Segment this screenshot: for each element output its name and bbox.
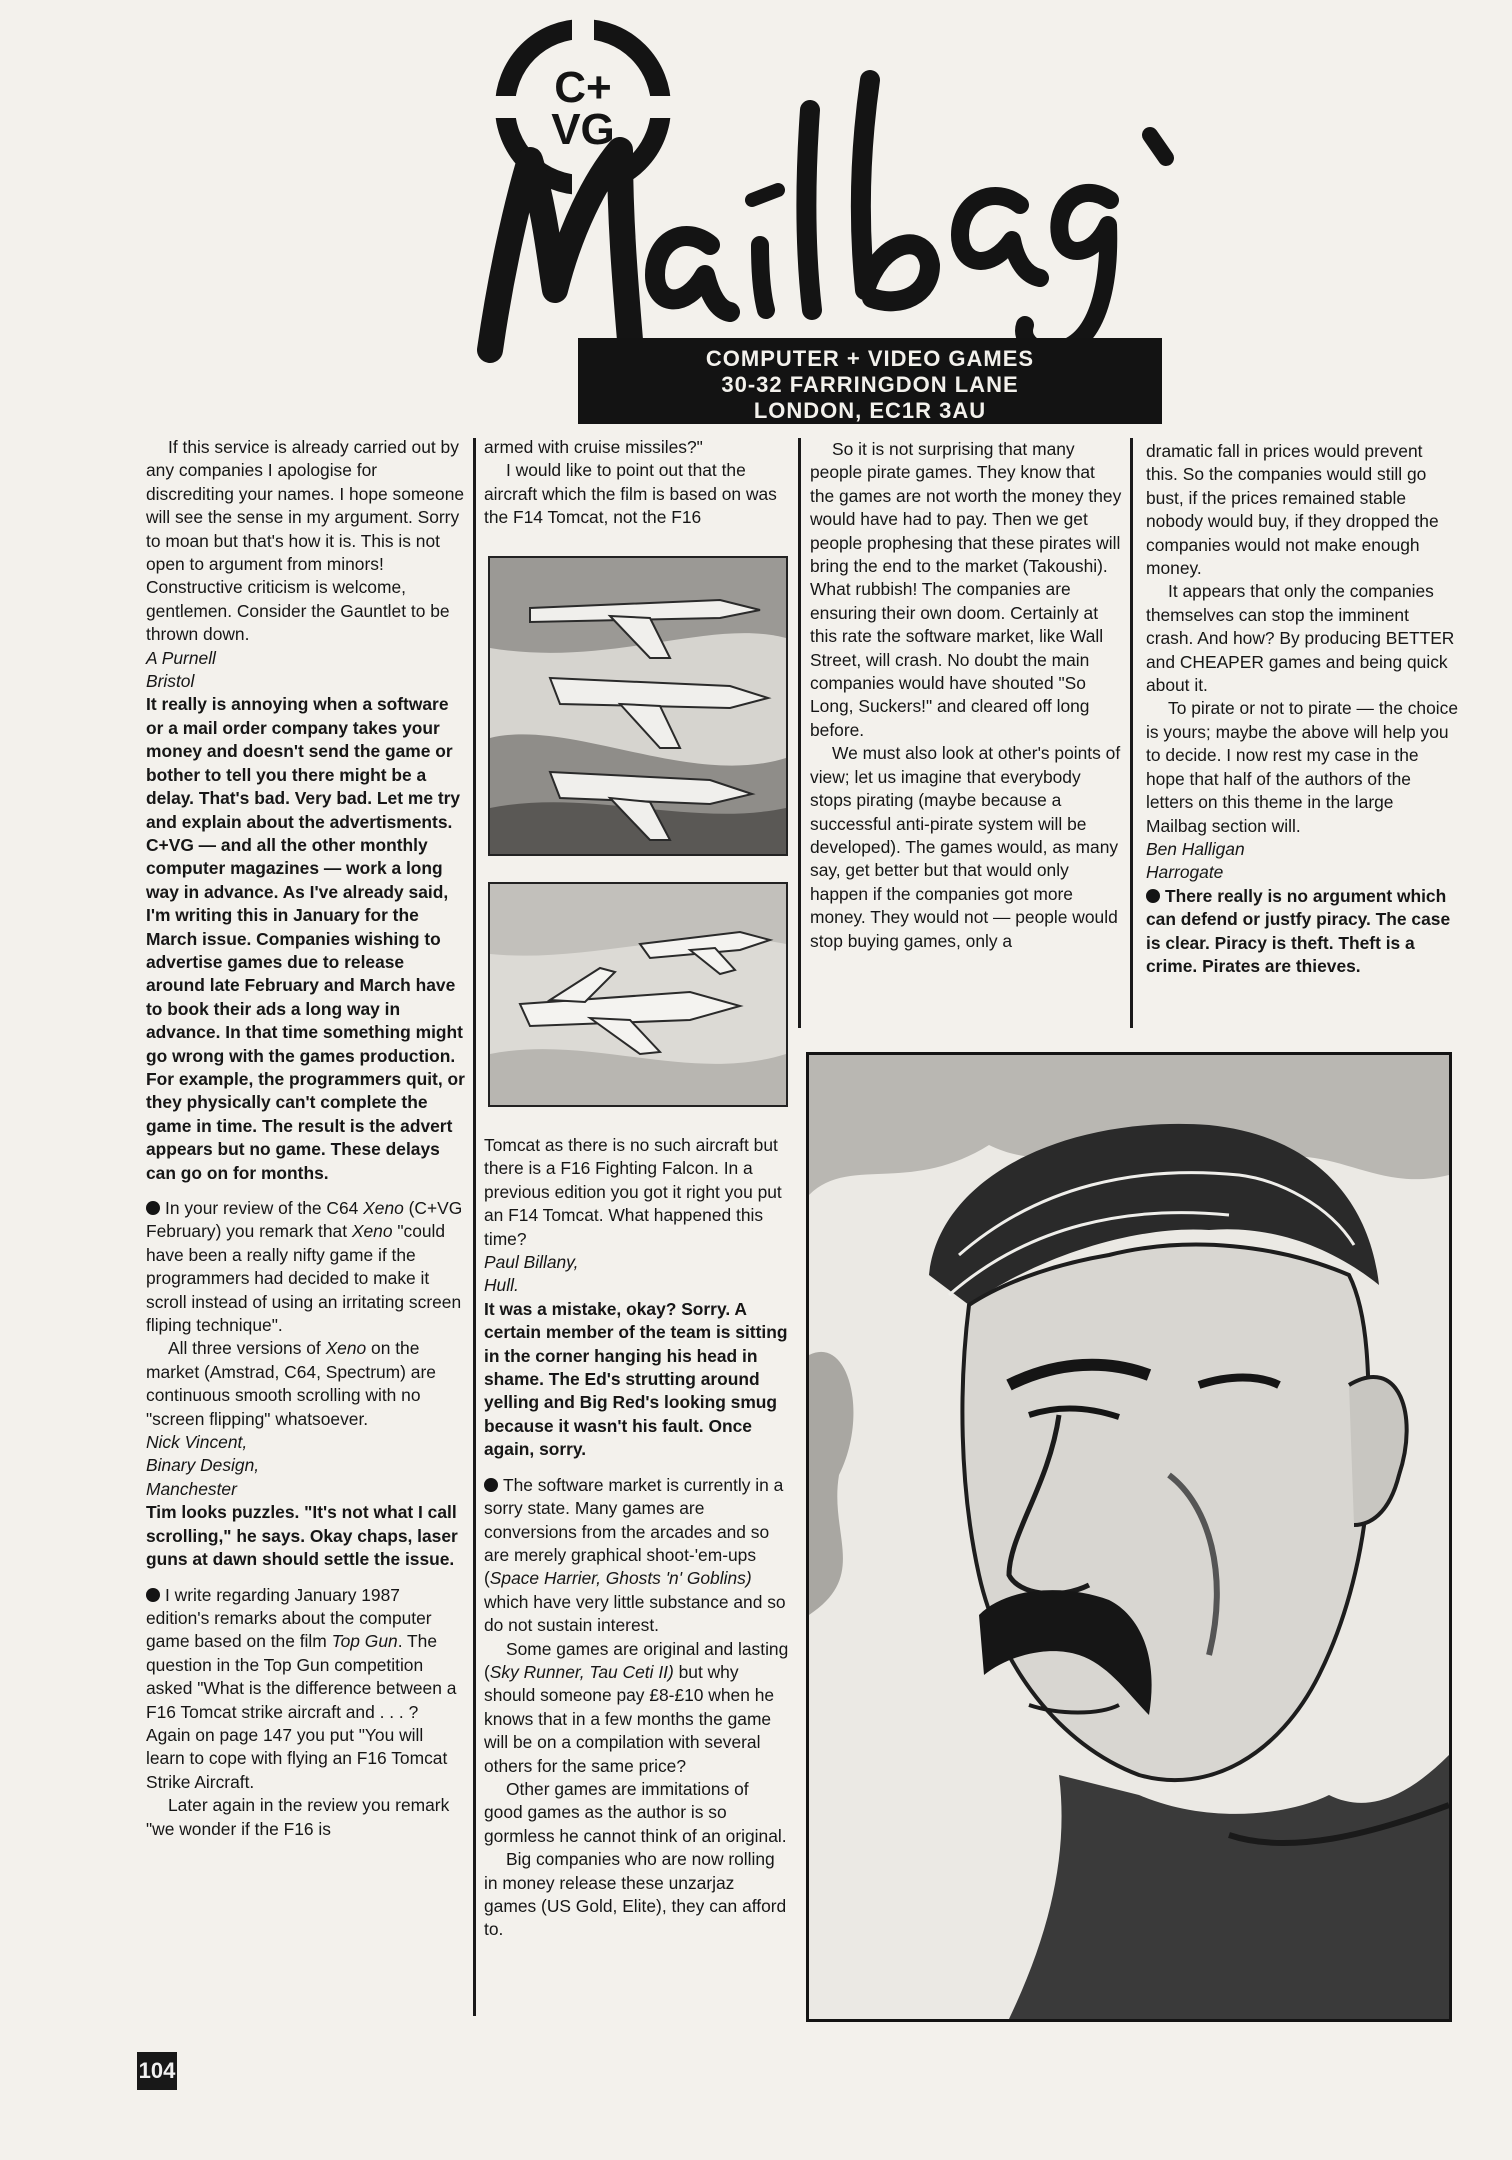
letter-paragraph: So it is not surprising that many people pirate games. They know that the games are not worth the money they would have had to pay. Then we get people prophesing that these pirates will bring the end to the market (Takoushi). What rubbish! The companies are ensuring their own doom. Certainly at this rate the software market, like Wall Street, will crash. No doubt the main companies would have shouted "So Long, Suckers!" and cleared off long before. bbox=[810, 439, 1122, 740]
address-line3: LONDON, EC1R 3AU bbox=[753, 398, 987, 423]
letter-signature: Manchester bbox=[146, 1478, 237, 1499]
editor-reply: Tim looks puzzles. "It's not what I call scrolling," he says. Okay chaps, laser guns at dawn should settle the issue. bbox=[146, 1502, 458, 1570]
f16-jets-photo bbox=[488, 556, 788, 856]
f14-jets-photo bbox=[488, 882, 788, 1107]
column-3 bbox=[810, 438, 1122, 953]
column-rule bbox=[1130, 438, 1133, 1028]
letter-paragraph: I would like to point out that the aircraft which the film is based on was the F14 Tomcat, not the F16 bbox=[484, 460, 777, 528]
logo-line1: C+ bbox=[554, 63, 612, 112]
editor-reply: There really is no argument which can defend or justfy piracy. The case is clear. Piracy is theft. Theft is a crime. Pirates are thieves. bbox=[1146, 885, 1451, 976]
editor-reply: It was a mistake, okay? Sorry. A certain member of the team is sitting in the corner hanging his head in shame. The Ed's strutting around yelling and Big Red's looking smug because it wasn't his fault. Once again, sorry. bbox=[484, 1298, 788, 1460]
column-rule bbox=[798, 438, 801, 1028]
letter-paragraph: Later again in the review you remark "we wonder if the F16 is bbox=[146, 1795, 450, 1839]
page-number: 104 bbox=[137, 2052, 177, 2090]
column-1 bbox=[146, 436, 466, 1841]
letter-paragraph: The software market is currently in a sorry state. Many games are conversions from the arcades and so are merely graphical shoot-'em-ups (Space Harrier, Ghosts 'n' Goblins) which have very little substance and so do not sustain interest. bbox=[484, 1474, 786, 1636]
editor-reply: It really is annoying when a software or a mail order company takes your money and doesn't send the game or bother to tell you there might be a delay. That's bad. Very bad. Let me try and explain about the advertisments. C+VG — and all the other monthly computer magazines — work a long way in advance. As I've already said, I'm writing this in January for the March issue. Companies wishing to advertise games due to release around late February and March have to book their ads a long way in advance. In that time something might go wrong with the games production. For example, the programmers quit, or they physically can't complete the game in time. The result is the advert appears but no game. These delays can go on for months. bbox=[146, 694, 465, 1183]
address-box bbox=[578, 338, 1162, 424]
letter-paragraph: To pirate or not to pirate — the choice is yours; maybe the above will help you to decide. I now rest my case in the hope that half of the authors of the letters on this theme in the large Mailbag section will. bbox=[1146, 698, 1459, 836]
jet-icon bbox=[490, 558, 786, 854]
letter-paragraph: If this service is already carried out by any companies I apologise for discrediting your names. I hope someone will see the sense in my argument. Sorry to moan but that's how it is. This is not open to argument from minors! Constructive criticism is welcome, gentlemen. Consider the Gauntlet to be thrown down. bbox=[146, 437, 465, 645]
letter-paragraph: Other games are immitations of good games as the author is so gormless he cannot think of an original. bbox=[484, 1778, 787, 1846]
letter-paragraph: It appears that only the companies themselves can stop the imminent crash. And how? By producing BETTER and CHEAPER games and being quick about it. bbox=[1146, 581, 1455, 696]
portrait-illustration bbox=[806, 1052, 1452, 2022]
column-2-bottom bbox=[484, 1134, 790, 1942]
jet-icon bbox=[490, 884, 786, 1105]
letter-paragraph: Tomcat as there is no such aircraft but there is a F16 Fighting Falcon. In a previous edition you got it right you put an F14 Tomcat. What happened this time? bbox=[484, 1135, 782, 1249]
bullet-icon bbox=[146, 1588, 160, 1602]
bullet-icon bbox=[146, 1201, 160, 1215]
address-line2: 30-32 FARRINGDON LANE bbox=[721, 372, 1019, 397]
column-2-top bbox=[484, 436, 790, 530]
mailbag-title bbox=[460, 40, 1180, 370]
letter-paragraph: Big companies who are now rolling in money release these unzarjaz games (US Gold, Elite), they can afford to. bbox=[484, 1849, 787, 1940]
logo-line2: VG bbox=[551, 105, 615, 154]
letter-signature: Binary Design, bbox=[146, 1455, 260, 1476]
letter-paragraph: dramatic fall in prices would prevent this. So the companies would still go bust, if the prices remained stable nobody would buy, if they dropped the companies would not make enough money. bbox=[1146, 441, 1439, 579]
address-line1: COMPUTER + VIDEO GAMES bbox=[705, 346, 1035, 371]
letter-paragraph: In your review of the C64 Xeno (C+VG February) you remark that Xeno "could have been a really nifty game if the programmers had decided to make it scroll instead of using an irritating screen fliping technique". bbox=[146, 1198, 463, 1336]
letter-paragraph: armed with cruise missiles?" bbox=[484, 437, 703, 457]
letter-paragraph: All three versions of Xeno on the market (Amstrad, C64, Spectrum) are continuous smooth scrolling with no "screen flipping" whatsoever. bbox=[146, 1338, 436, 1429]
letter-signature: A Purnell bbox=[146, 647, 216, 668]
letter-signature: Paul Billany, bbox=[484, 1252, 579, 1273]
letter-paragraph: I write regarding January 1987 edition's remarks about the computer game based on the film Top Gun. The question in the Top Gun competition asked "What is the difference between a F16 Tomcat strike aircraft and . . . ? Again on page 147 you put "You will learn to cope with flying an F16 Tomcat Strike Aircraft. bbox=[146, 1584, 457, 1792]
bullet-icon bbox=[484, 1478, 498, 1492]
letter-paragraph: Some games are original and lasting (Sky Runner, Tau Ceti II) but why should someone pay £8-£10 when he knows that in a few months the game will be on a compilation with several others for the same price? bbox=[484, 1638, 789, 1776]
man-portrait-icon bbox=[809, 1055, 1449, 2019]
column-rule bbox=[473, 438, 476, 2016]
letter-signature: Harrogate bbox=[1146, 862, 1224, 883]
letter-paragraph: We must also look at other's points of view; let us imagine that everybody stops pirating (maybe because a successful anti-pirate system will be developed). The games would, as many say, get better but that would only happen if the companies got more money. They would not — people would stop buying games, only a bbox=[810, 743, 1121, 951]
letter-signature: Nick Vincent, bbox=[146, 1432, 248, 1453]
bullet-icon bbox=[1146, 889, 1160, 903]
letter-signature: Bristol bbox=[146, 671, 195, 692]
letter-signature: Hull. bbox=[484, 1275, 519, 1296]
letter-signature: Ben Halligan bbox=[1146, 838, 1245, 859]
column-4 bbox=[1146, 440, 1458, 978]
